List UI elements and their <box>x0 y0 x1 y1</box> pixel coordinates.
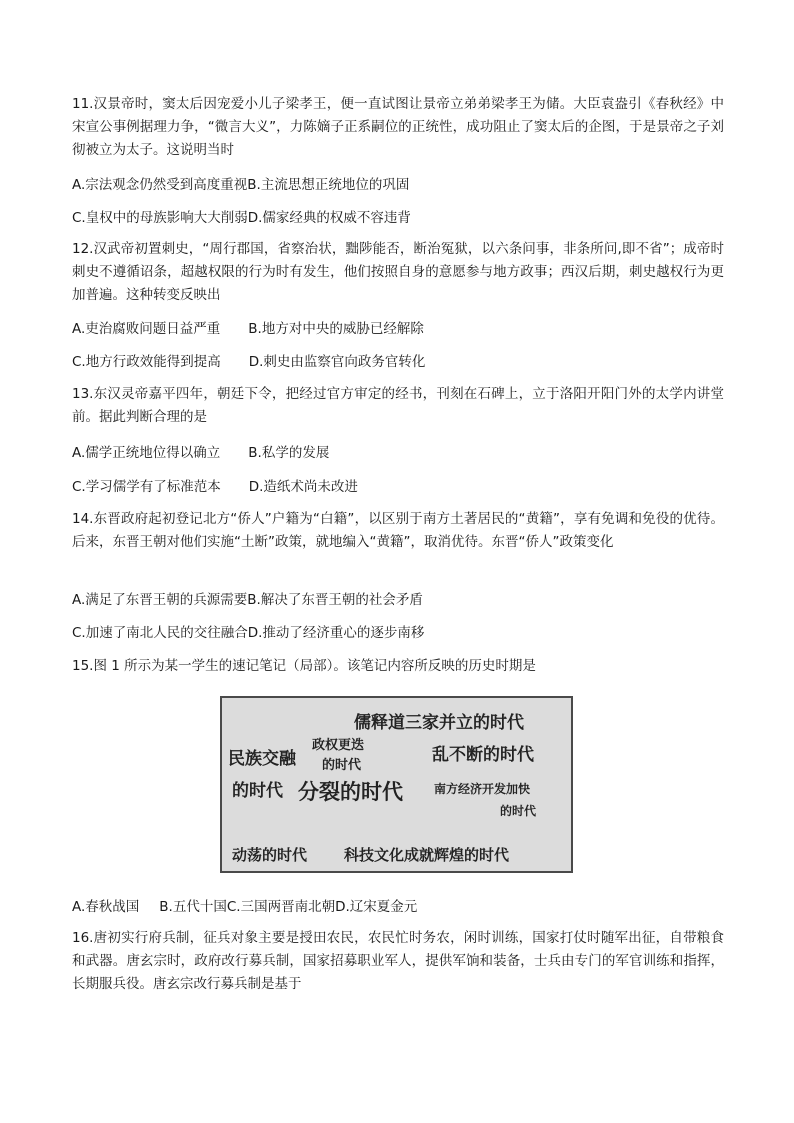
option-b: B.主流思想正统地位的巩固 <box>247 177 410 193</box>
option-c: C.地方行政效能得到提高 <box>72 354 221 370</box>
figure-word: 的时代 <box>232 781 283 801</box>
question-12-stem: 12.汉武帝初置刺史，“周行郡国，省察治状，黜陟能否，断治冤狱，以六条问事，非条所问,即不省”；成帝时刺史不遵循诏条，超越权限的行为时有发生，他们按照自身的意愿参与地方政事；西汉后期，刺史越权行为更加普遍。这种转变反映出 <box>72 241 724 303</box>
figure-word: 乱不断的时代 <box>432 745 534 765</box>
option-c: C.加速了南北人民的交往融合 <box>72 625 248 641</box>
option-d: D.辽宋夏金元 <box>335 899 418 915</box>
figure-word: 南方经济开发加快 <box>434 782 531 796</box>
option-b: B.地方对中央的威胁已经解除 <box>248 321 424 337</box>
option-d: D.儒家经典的权威不容违背 <box>247 210 411 226</box>
option-d: D.推动了经济重心的逐步南移 <box>247 625 425 641</box>
option-c: C.学习儒学有了标准范本 <box>72 479 221 495</box>
figure-1-notes-image <box>220 696 573 873</box>
option-c: C.皇权中的母族影响大大削弱 <box>72 210 248 226</box>
question-12-options <box>72 319 724 339</box>
figure-word: 民族交融 <box>228 749 296 769</box>
option-d: D.刺史由监察官向政务官转化 <box>248 354 426 370</box>
question-11-options <box>72 175 724 195</box>
option-a: A.满足了东晋王朝的兵源需要 <box>72 592 248 608</box>
figure-word: 动荡的时代 <box>232 846 308 864</box>
question-15-stem: 15.图 1 所示为某一学生的速记笔记（局部）。该笔记内容所反映的历史时期是 <box>72 658 536 674</box>
figure-word: 的时代 <box>500 804 537 818</box>
question-12-options-2 <box>72 352 724 372</box>
question-13-stem: 13.东汉灵帝嘉平四年，朝廷下令，把经过官方审定的经书，刊刻在石碑上，立于洛阳开阳门外的太学内讲堂前。据此判断合理的是 <box>72 386 724 425</box>
question-14-options-2 <box>72 623 724 643</box>
option-b: B.五代十国 <box>159 899 227 915</box>
option-a: A.吏治腐败问题日益严重 <box>72 321 221 337</box>
option-b: B.解决了东晋王朝的社会矛盾 <box>247 592 423 608</box>
question-14-options <box>72 590 724 610</box>
question-13-options-2 <box>72 477 724 497</box>
figure-word: 儒释道三家并立的时代 <box>354 713 524 733</box>
option-c: C.三国两晋南北朝 <box>226 899 336 915</box>
question-14-stem: 14.东晋政府起初登记北方“侨人”户籍为“白籍”，以区别于南方土著居民的“黄籍”，享有免调和免役的优待。后来，东晋王朝对他们实施“土断”政策，就地编入“黄籍”，取消优待。东晋“侨人”政策变化 <box>72 511 724 550</box>
question-15-options <box>72 897 724 917</box>
figure-word: 科技文化成就辉煌的时代 <box>344 846 510 864</box>
figure-word: 的时代 <box>322 758 362 773</box>
option-b: B.私学的发展 <box>248 445 330 461</box>
question-13-options <box>72 443 724 463</box>
figure-word: 政权更迭 <box>312 738 365 753</box>
question-11-options-2 <box>72 208 724 228</box>
option-a: A.春秋战国 <box>72 899 140 915</box>
question-16-stem: 16.唐初实行府兵制，征兵对象主要是授田农民，农民忙时务农，闲时训练，国家打仗时随军出征，自带粮食和武器。唐玄宗时，政府改行募兵制，国家招募职业军人，提供军饷和装备，士兵由专门的军官训练和指挥，长期服兵役。唐玄宗改行募兵制是基于 <box>72 930 724 992</box>
question-11-stem: 11.汉景帝时，窦太后因宠爱小儿子梁孝王，便一直试图让景帝立弟弟梁孝王为储。大臣袁盎引《春秋经》中宋宣公事例据理力争，“微言大义”，力陈嫡子正系嗣位的正统性，成功阻止了窦太后的企图，于是景帝之子刘彻被立为太子。这说明当时 <box>72 96 724 158</box>
option-a: A.儒学正统地位得以确立 <box>72 445 221 461</box>
figure-word: 分裂的时代 <box>298 779 403 804</box>
option-d: D.造纸术尚未改进 <box>248 479 358 495</box>
option-a: A.宗法观念仍然受到高度重视 <box>72 177 248 193</box>
